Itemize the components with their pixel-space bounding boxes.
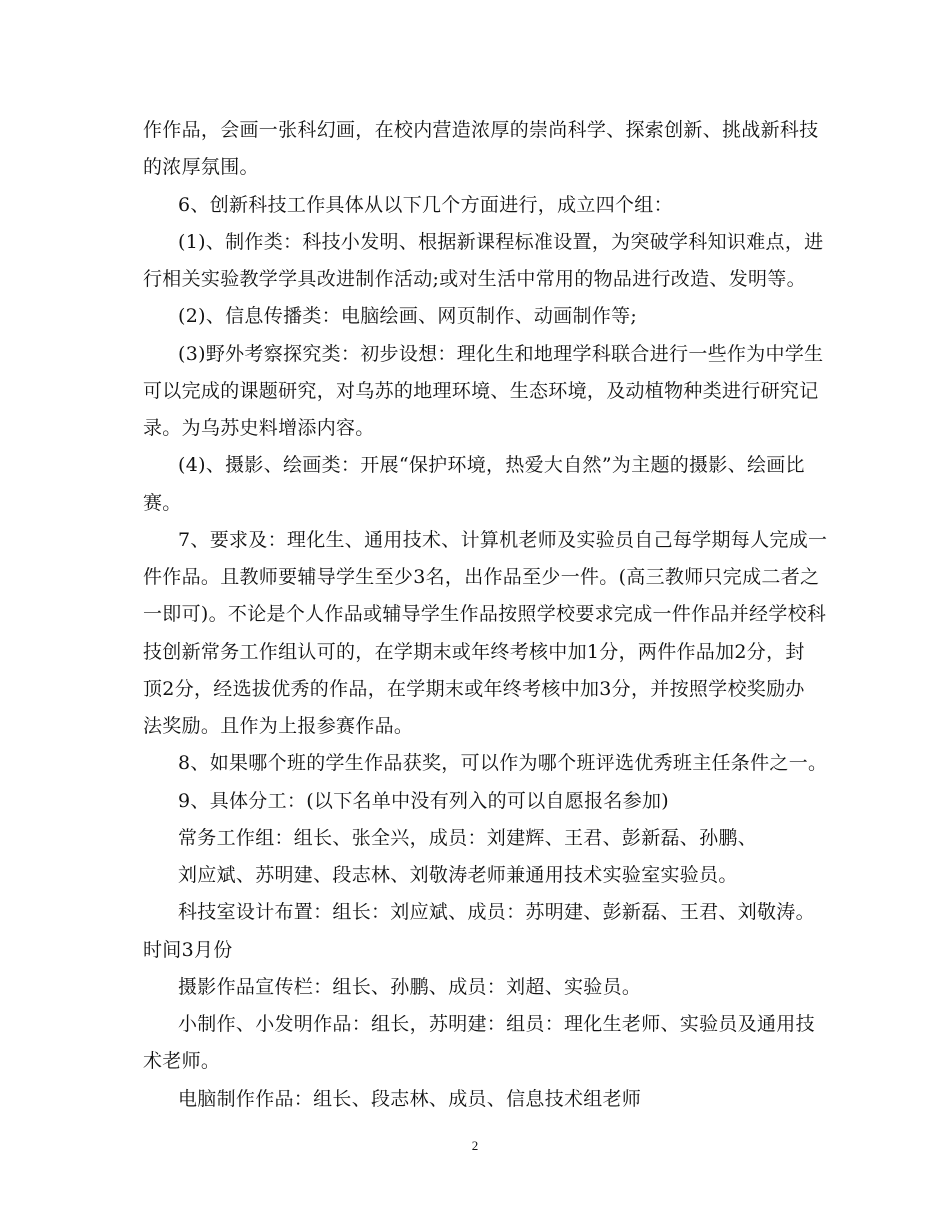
text-line: 一即可)。不论是个人作品或辅导学生作品按照学校要求完成一件作品并经学校科: [143, 603, 827, 625]
text-line: 术老师。: [143, 1050, 221, 1072]
text-line: 小制作、小发明作品：组长，苏明建：组员：理化生老师、实验员及通用技: [178, 1013, 815, 1035]
text-line: (2)、信息传播类：电脑绘画、网页制作、动画制作等;: [178, 305, 638, 327]
text-line: 9、具体分工：(以下名单中没有列入的可以自愿报名参加): [178, 790, 670, 812]
page-number: 2: [471, 1138, 479, 1153]
text-line: (3)野外考察探究类：初步设想：理化生和地理学科联合进行一些作为中学生: [178, 343, 824, 365]
text-line: 时间3月份: [143, 939, 233, 961]
text-line: 法奖励。且作为上报参赛作品。: [143, 715, 414, 737]
text-line: 件作品。且教师要辅导学生至少3名，出作品至少一件。(高三教师只完成二者之: [143, 566, 820, 588]
text-line: 行相关实验教学学具改进制作活动;或对生活中常用的物品进行改造、发明等。: [143, 268, 806, 290]
text-line: 7、要求及：理化生、通用技术、计算机老师及实验员自己每学期每人完成一: [178, 529, 828, 551]
text-line: 刘应斌、苏明建、段志林、刘敬涛老师兼通用技术实验室实验员。: [178, 864, 738, 886]
text-line: 常务工作组：组长、张全兴，成员：刘建辉、王君、彭新磊、孙鹏、: [178, 827, 758, 849]
text-line: 录。为乌苏史料增添内容。: [143, 417, 375, 439]
text-line: (1)、制作类：科技小发明、根据新课程标准设置，为突破学科知识难点，进: [178, 231, 824, 253]
text-line: (4)、摄影、绘画类：开展“保护环境，热爱大自然”为主题的摄影、绘画比: [178, 454, 805, 476]
text-line: 6、创新科技工作具体从以下几个方面进行，成立四个组：: [178, 194, 673, 216]
text-line: 电脑制作作品：组长、段志林、成员、信息技术组老师: [178, 1088, 642, 1110]
text-line: 的浓厚氛围。: [143, 156, 259, 178]
text-line: 8、如果哪个班的学生作品获奖，可以作为哪个班评选优秀班主任条件之一。: [178, 752, 828, 774]
text-line: 技创新常务工作组认可的，在学期末或年终考核中加1分，两件作品加2分，封: [143, 641, 805, 663]
text-line: 可以完成的课题研究，对乌苏的地理环境、生态环境，及动植物种类进行研究记: [143, 380, 819, 402]
text-line: 科技室设计布置：组长：刘应斌、成员：苏明建、彭新磊、王君、刘敬涛。: [178, 901, 815, 923]
text-line: 摄影作品宣传栏：组长、孙鹏、成员：刘超、实验员。: [178, 976, 642, 998]
text-line: 作作品，会画一张科幻画，在校内营造浓厚的崇尚科学、探索创新、挑战新科技: [143, 119, 819, 141]
text-line: 顶2分，经选拔优秀的作品，在学期末或年终考核中加3分，并按照学校奖励办: [143, 678, 805, 700]
text-line: 赛。: [143, 492, 182, 514]
